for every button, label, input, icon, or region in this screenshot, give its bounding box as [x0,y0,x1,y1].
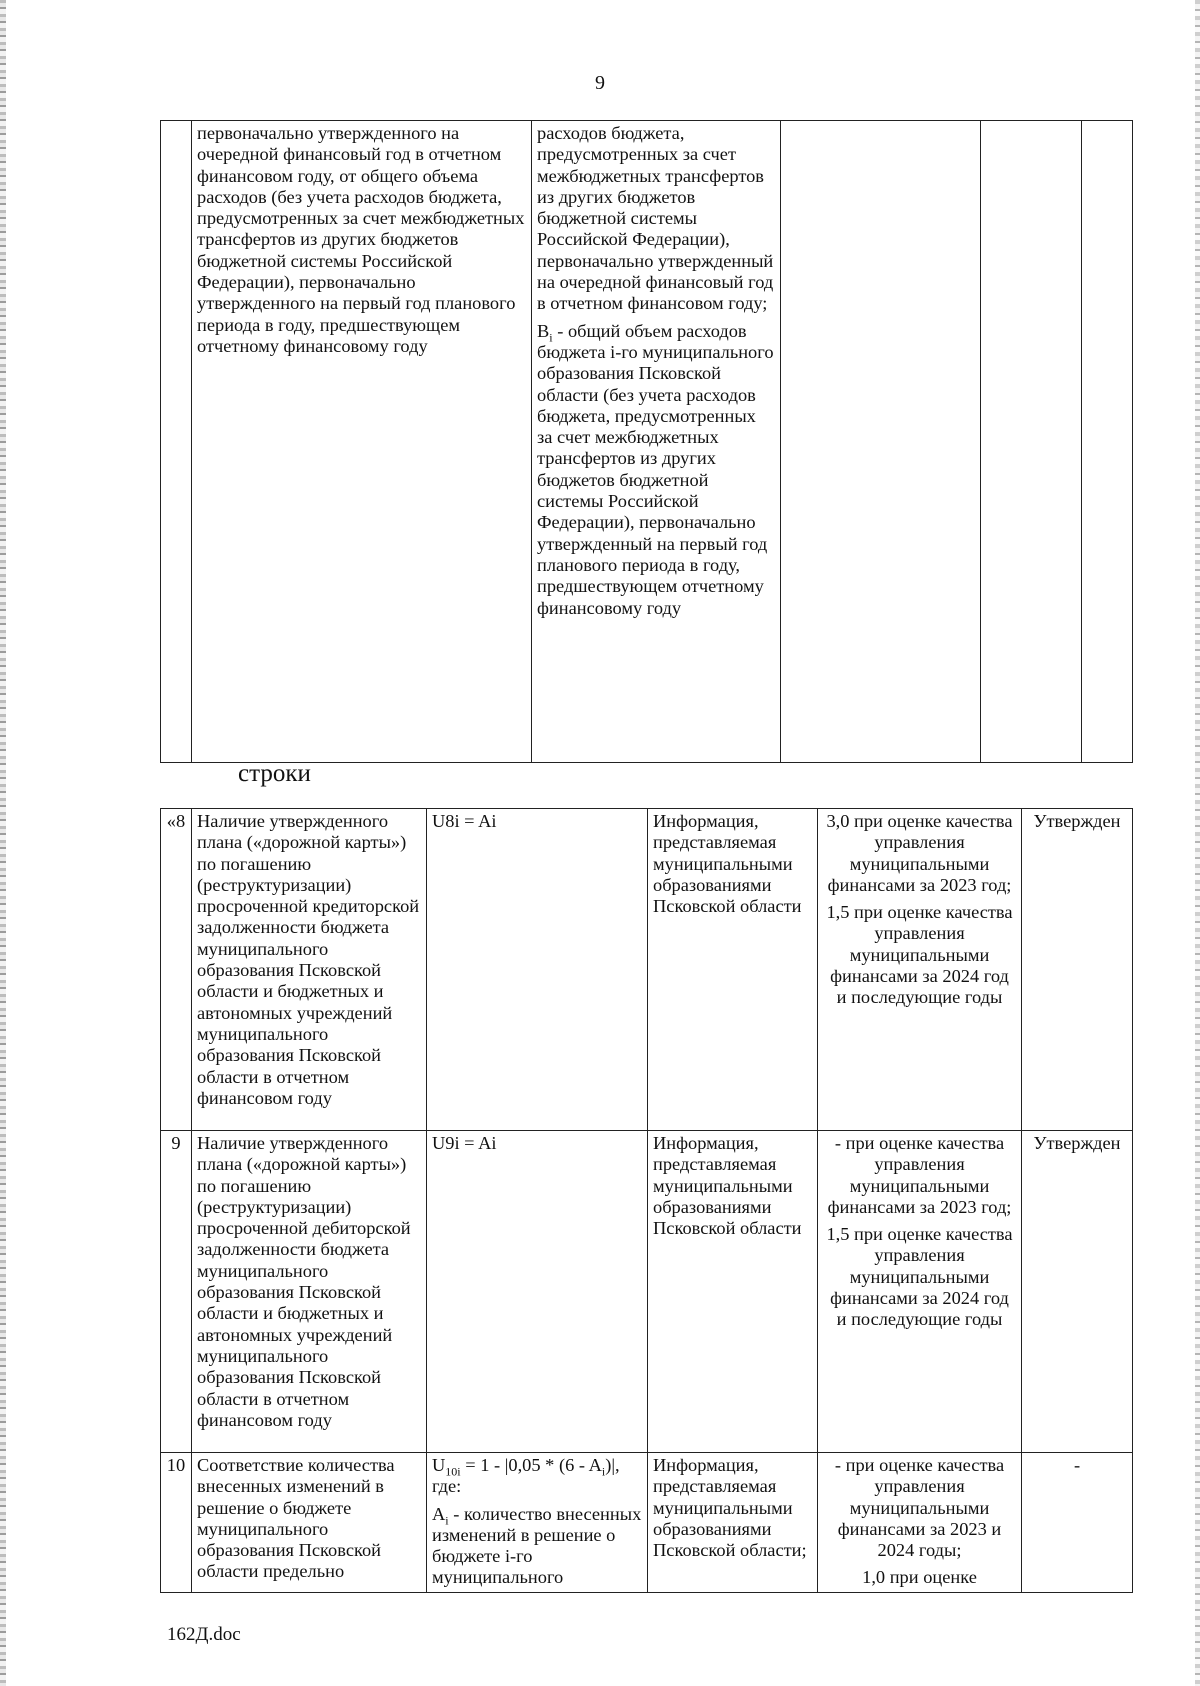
formula-line [432,1455,642,1498]
top-cell-formula [532,121,781,763]
formula-where: где: [432,1476,462,1497]
indicator-source: Информация, представляемая муниципальными образованиями Псковской области; [648,1453,818,1593]
var-a: A [432,1503,446,1524]
row-number: 9 [161,1131,192,1453]
table-row [161,809,1133,1131]
table-row [161,1131,1133,1453]
top-table-row [161,121,1133,763]
var-b-desc: - общий объем расходов бюджета i-го муниципального образования Псковской области (без учета расходов бюджета, предусмотренных за счет межбюджетных трансфертов из других бюджетов бюджетной системы Российской Федерации), первоначально утвержденный на первый год планового периода в году, предшествующем отчетному финансовому году [537,320,774,618]
formula-a-sub-inline: i [601,1464,606,1479]
scan-edge-right [1195,0,1200,1686]
top-cell-weight [981,121,1082,763]
top-cell-name-text: первоначально утвержденного на очередной финансовый год в отчетном финансовом году, от общего объема расходов (без учета расходов бюджета, предусмотренных за счет межбюджетных трансфертов из других бюджетов бюджетной системы Российской Федерации), первоначально утвержденного на первый год планового периода в году, предшествующем отчетному финансовому году [197,123,525,356]
document-filename: 162Д.doc [167,1624,241,1645]
formula-end: )|, [605,1455,620,1475]
top-cell-source [781,121,981,763]
row-number: 10 [161,1453,192,1593]
formula-u: U [432,1455,446,1475]
top-table [160,120,1133,763]
indicator-formula [427,1453,648,1593]
var-a-sub: i [445,1513,449,1528]
var-a-desc: - количество внесенных изменений в решение о бюджете i-го муниципального [432,1503,642,1588]
top-cell-formula-p1: расходов бюджета, предусмотренных за счет межбюджетных трансфертов из других бюджетов бюджетной системы Российской Федерации), первоначально утвержденный на очередной финансовый год в отчетном финансовом году; [537,123,774,314]
indicator-status: Утвержден [1022,809,1133,1131]
top-cell-num [161,121,192,763]
page-number: 9 [595,72,605,94]
indicator-weight [818,809,1022,1131]
indicator-formula: U8i = Ai [427,809,648,1131]
weight-text-2: 1,5 при оценке качества управления муниципальными финансами за 2024 год и последующие годы [826,1224,1013,1330]
var-b-sub: i [549,330,553,345]
top-cell-formula-p2 [537,321,775,619]
weight-text-1: - при оценке качества управления муниципальными финансами за 2023 год; [827,1133,1012,1217]
indicators-table [160,808,1133,1593]
indicator-name: Наличие утвержденного плана («дорожной карты») по погашению (реструктуризации) просроченной дебиторской задолженности бюджета муниципального образования Псковской области и бюджетных и автономных учреждений муниципального образования Псковской области в отчетном финансовом году [192,1131,427,1453]
scan-edge-left [0,0,6,1686]
indicator-source: Информация, представляемая муниципальными образованиями Псковской области [648,1131,818,1453]
indicator-source: Информация, представляемая муниципальными образованиями Псковской области [648,809,818,1131]
var-b: B [537,320,550,341]
weight-text-2: 1,5 при оценке качества управления муниципальными финансами за 2024 год и последующие годы [826,902,1013,1008]
indicator-status: - [1022,1453,1133,1593]
formula-mid: = 1 - |0,05 * (6 - A [460,1455,602,1475]
section-heading: строки [238,760,311,787]
top-cell-name [192,121,532,763]
indicator-name: Соответствие количества внесенных изменений в решение о бюджете муниципального образования Псковской области предельно [192,1453,427,1593]
formula-var-desc [432,1504,642,1589]
indicator-weight [818,1131,1022,1453]
weight-text-1: 3,0 при оценке качества управления муниципальными финансами за 2023 год; [826,811,1013,895]
weight-text-1: - при оценке качества управления муниципальными финансами за 2023 и 2024 годы; [834,1455,1005,1561]
top-cell-status [1082,121,1133,763]
weight-text-2: 1,0 при оценке [862,1567,977,1588]
indicator-formula: U9i = Ai [427,1131,648,1453]
row-number: «8 [161,809,192,1131]
indicator-status: Утвержден [1022,1131,1133,1453]
table-row [161,1453,1133,1593]
indicator-weight [818,1453,1022,1593]
formula-u-sub: 10i [445,1464,461,1479]
indicator-name: Наличие утвержденного плана («дорожной карты») по погашению (реструктуризации) просроченной кредиторской задолженности бюджета муниципального образования Псковской области и бюджетных и автономных учреждений муниципального образования Псковской области в отчетном финансовом году [192,809,427,1131]
